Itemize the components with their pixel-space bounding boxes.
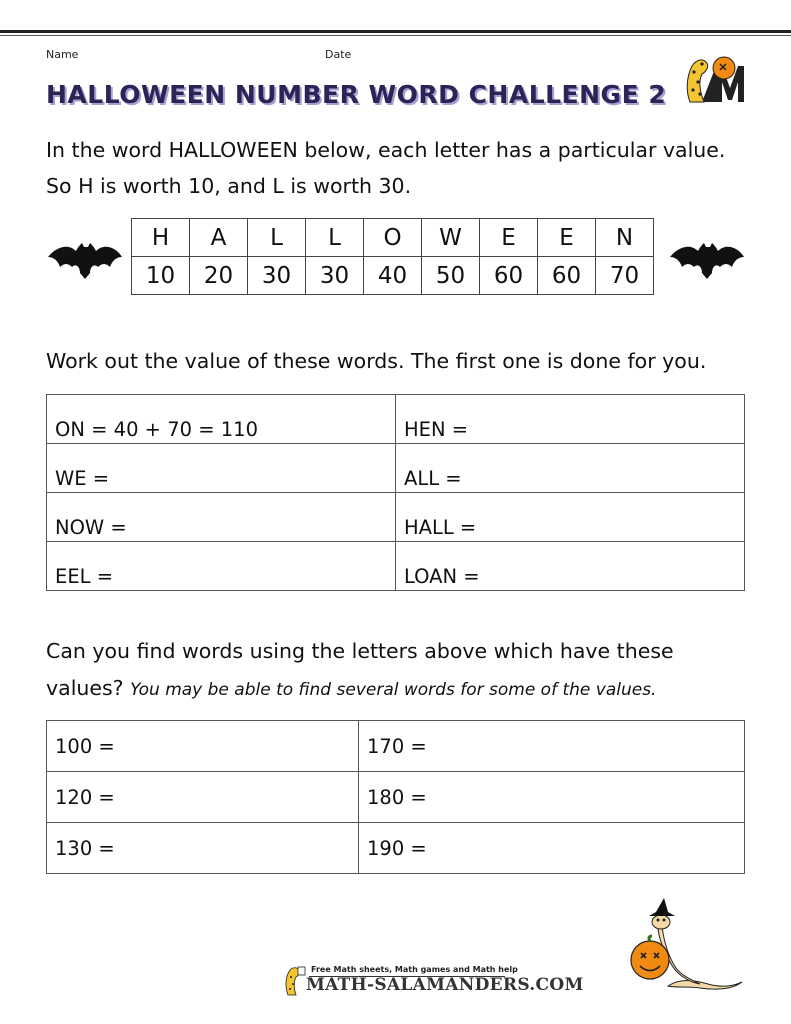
table-row <box>47 444 745 493</box>
header-rule-thin <box>0 35 791 36</box>
answer-cell[interactable]: EEL = <box>47 542 396 591</box>
intro-line-1: In the word HALLOWEEN below, each letter has a particular value. <box>46 138 726 162</box>
value-cell: 40 <box>364 257 422 295</box>
letter-cell: W <box>422 219 480 257</box>
value-cell: 50 <box>422 257 480 295</box>
table-row <box>47 493 745 542</box>
answer-cell[interactable]: 170 = <box>359 721 745 772</box>
answer-cell[interactable]: ON = 40 + 70 = 110 <box>47 395 396 444</box>
section2-hint: You may be able to find several words for some of the values. <box>130 680 657 700</box>
section2-line-1: Can you find words using the letters above which have these <box>46 639 674 663</box>
header-rule <box>0 30 791 33</box>
answer-cell[interactable]: ALL = <box>396 444 745 493</box>
answer-cell[interactable]: HALL = <box>396 493 745 542</box>
value-cell: 60 <box>480 257 538 295</box>
witch-salamander-pumpkin-icon <box>628 898 744 990</box>
footer-tagline: Free Math sheets, Math games and Math help <box>311 965 518 974</box>
salamander-mini-logo-icon <box>282 965 306 997</box>
date-label: Date <box>325 48 352 61</box>
answer-cell[interactable]: NOW = <box>47 493 396 542</box>
value-cell: 30 <box>306 257 364 295</box>
table-row <box>47 395 745 444</box>
intro-line-2: So H is worth 10, and L is worth 30. <box>46 174 412 198</box>
footer-site-link[interactable]: MATH-SALAMANDERS.COM <box>306 975 584 995</box>
answer-cell[interactable]: 190 = <box>359 823 745 874</box>
value-cell: 70 <box>596 257 654 295</box>
salamander-logo-icon <box>680 52 746 106</box>
value-row <box>132 257 654 295</box>
table-row <box>47 772 745 823</box>
answer-cell[interactable]: WE = <box>47 444 396 493</box>
letter-cell: L <box>306 219 364 257</box>
value-cell: 20 <box>190 257 248 295</box>
answer-cell[interactable]: 120 = <box>47 772 359 823</box>
answer-cell[interactable]: HEN = <box>396 395 745 444</box>
find-words-table <box>46 720 745 874</box>
letter-cell: L <box>248 219 306 257</box>
bat-left-icon <box>46 233 124 279</box>
word-value-table <box>46 394 745 591</box>
letter-value-table <box>131 218 654 295</box>
section1-instruction: Work out the value of these words. The first one is done for you. <box>46 349 707 373</box>
letter-cell: A <box>190 219 248 257</box>
page-title: HALLOWEEN NUMBER WORD CHALLENGE 2 <box>46 80 667 109</box>
bat-right-icon <box>668 233 746 279</box>
letter-cell: E <box>480 219 538 257</box>
name-label: Name <box>46 48 79 61</box>
letter-cell: H <box>132 219 190 257</box>
section2-lead: values? <box>46 676 124 700</box>
table-row <box>47 721 745 772</box>
section2-line-2 <box>46 670 656 708</box>
letter-cell: O <box>364 219 422 257</box>
letter-cell: N <box>596 219 654 257</box>
letter-row <box>132 219 654 257</box>
table-row <box>47 823 745 874</box>
table-row <box>47 542 745 591</box>
letter-cell: E <box>538 219 596 257</box>
value-cell: 60 <box>538 257 596 295</box>
value-cell: 30 <box>248 257 306 295</box>
answer-cell[interactable]: LOAN = <box>396 542 745 591</box>
answer-cell[interactable]: 100 = <box>47 721 359 772</box>
value-cell: 10 <box>132 257 190 295</box>
answer-cell[interactable]: 130 = <box>47 823 359 874</box>
answer-cell[interactable]: 180 = <box>359 772 745 823</box>
